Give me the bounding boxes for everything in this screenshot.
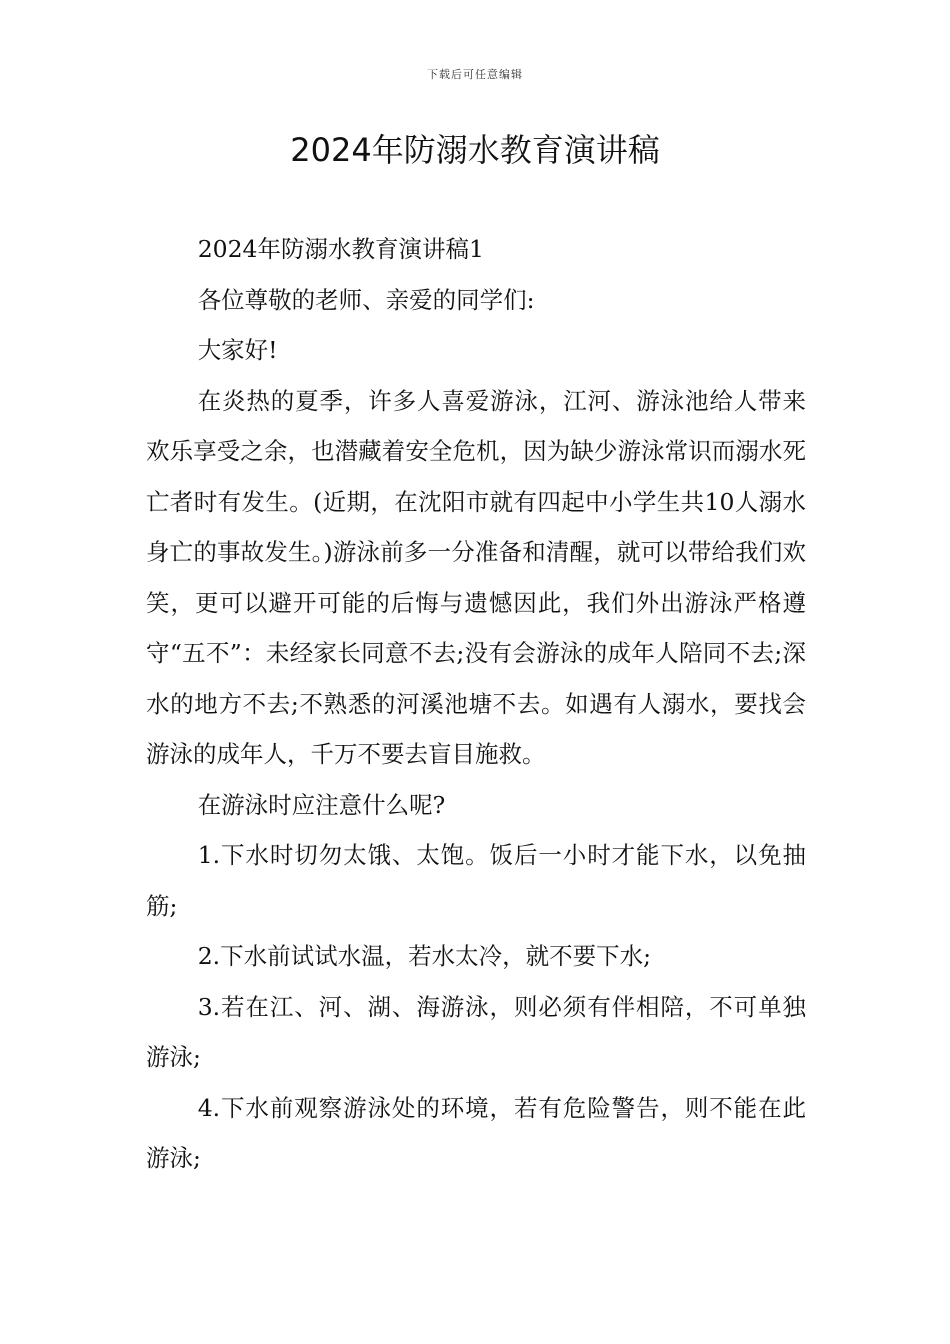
header-note: 下载后可任意编辑 bbox=[427, 68, 523, 81]
section-heading: 2024年防溺水教育演讲稿1 bbox=[197, 235, 484, 263]
question-paragraph: 在游泳时应注意什么呢? bbox=[197, 790, 446, 819]
body-paragraph: 在炎热的夏季，许多人喜爱游泳，江河、游泳池给人带来欢乐享受之余，也潜藏着安全危机，因为缺少游泳常识而溺水死亡者时有发生。(近期，在沈阳市就有四起中小学生共10人溺水身亡的事故发生。)游泳前多一分准备和清醒，就可以带给我们欢笑，更可以避开可能的后悔与遗憾因此，我们外出游泳严格遵守“五不”：未经家长同意不去;没有会游泳的成年人陪同不去;深水的地方不去;不熟悉的河溪池塘不去。如遇有人溺水，要找会游泳的成年人，千万不要去盲目施救。 bbox=[146, 386, 806, 768]
list-item: 4.下水前观察游泳处的环境，若有危险警告，则不能在此游泳; bbox=[146, 1093, 806, 1172]
list-item: 1.下水时切勿太饿、太饱。饭后一小时才能下水，以免抽筋; bbox=[146, 841, 806, 920]
greeting: 大家好! bbox=[197, 336, 278, 364]
salutation: 各位尊敬的老师、亲爱的同学们: bbox=[197, 285, 535, 314]
list-item: 3.若在江、河、湖、海游泳，则必须有伴相陪，不可单独游泳; bbox=[146, 992, 806, 1071]
document-body bbox=[146, 224, 806, 1184]
document-title: 2024年防溺水教育演讲稿 bbox=[290, 131, 660, 169]
list-item: 2.下水前试试水温，若水太冷，就不要下水; bbox=[197, 942, 652, 970]
